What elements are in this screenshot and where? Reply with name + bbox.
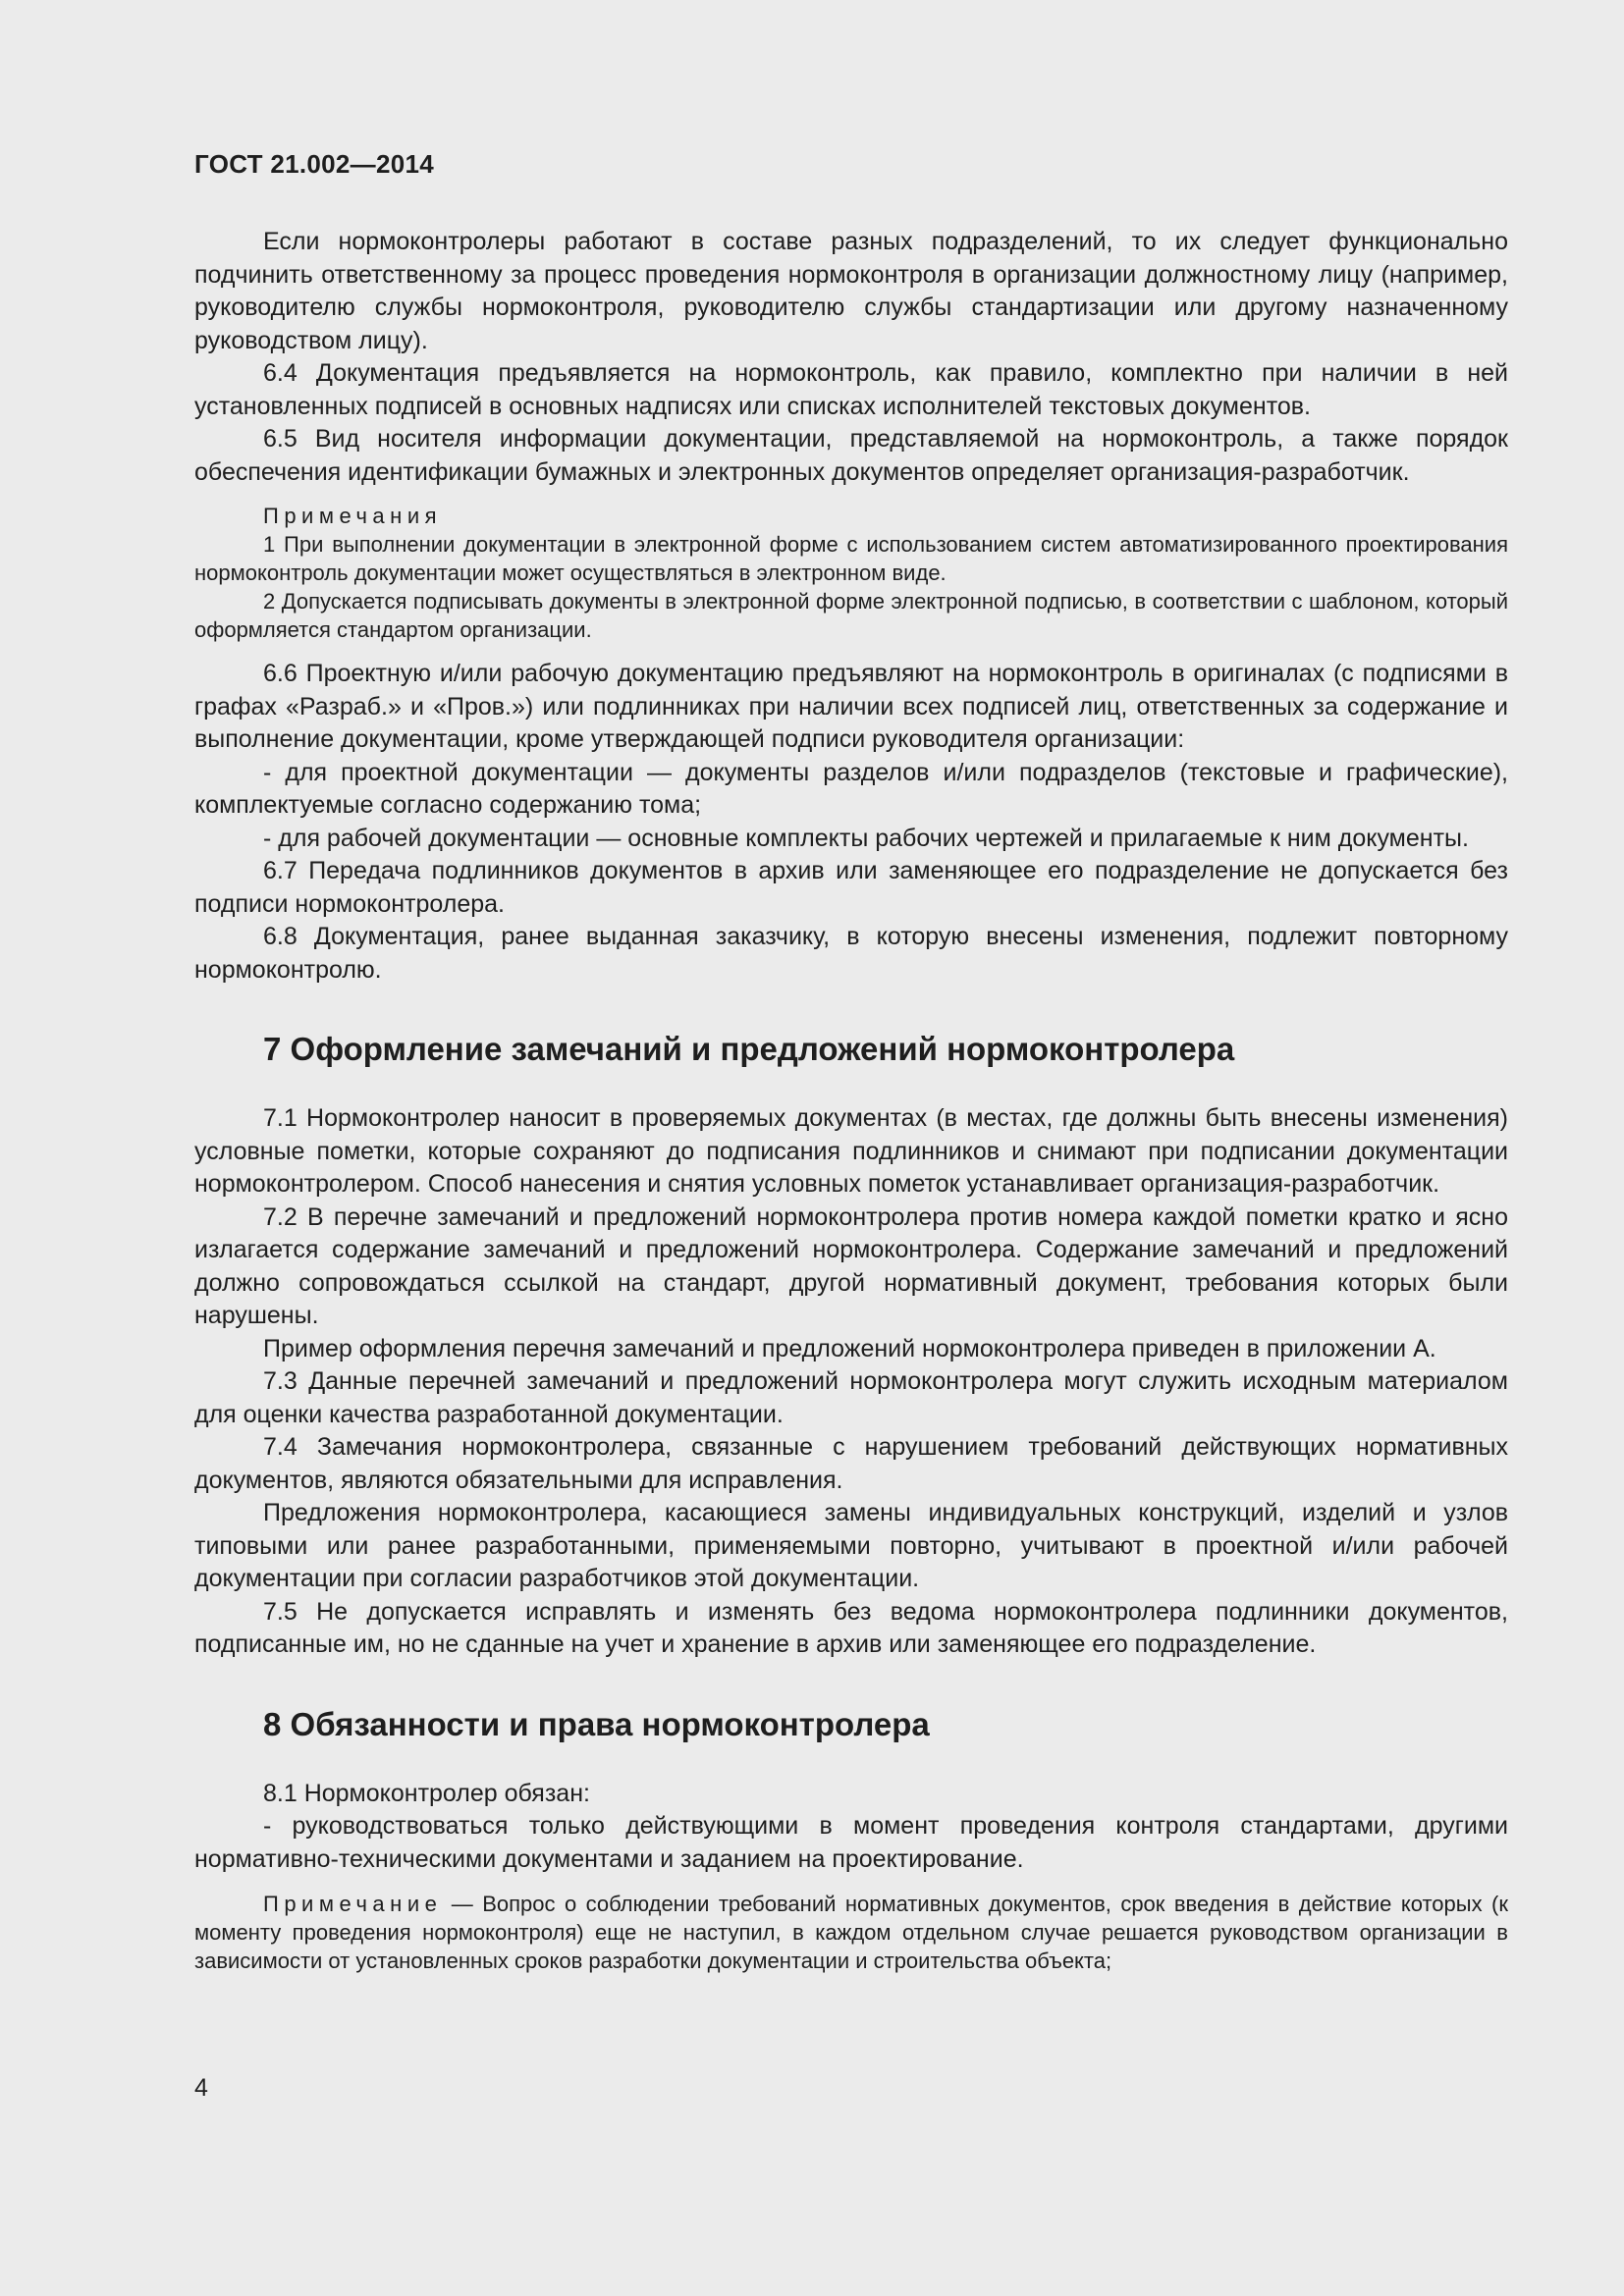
- note-block: [194, 1890, 1508, 1975]
- paragraph: 7.3 Данные перечней замечаний и предложений нормоконтролера могут служить исходным материалом для оценки качества разработанной документации.: [194, 1367, 1508, 1428]
- section-heading-7: 7 Оформление замечаний и предложений нормоконтролера: [263, 1031, 1235, 1067]
- list-item: - для рабочей документации — основные комплекты рабочих чертежей и прилагаемые к ним документы.: [263, 824, 1469, 852]
- list-item: - руководствоваться только действующими в момент проведения контроля стандартами, другими нормативно-техническими документами и заданием на проектирование.: [194, 1812, 1508, 1873]
- note-item: 2 Допускается подписывать документы в электронной форме электронной подписью, в соответствии с шаблоном, который оформляется стандартом организации.: [194, 589, 1508, 642]
- paragraph: 6.7 Передача подлинников документов в архив или заменяющее его подразделение не допускается без подписи нормоконтролера.: [194, 857, 1508, 918]
- paragraph: 7.4 Замечания нормоконтролера, связанные с нарушением требований действующих нормативных документов, являются обязательными для исправления.: [194, 1433, 1508, 1494]
- document-body: [194, 226, 1508, 1989]
- paragraph: Пример оформления перечня замечаний и предложений нормоконтролера приведен в приложении А.: [263, 1334, 1436, 1362]
- note-item: [194, 1890, 1508, 1975]
- document-header: ГОСТ 21.002—2014: [194, 149, 435, 179]
- list-item: - для проектной документации — документы разделов и/или подразделов (текстовые и графические), комплектуемые согласно содержанию тома;: [194, 758, 1508, 819]
- paragraph: 6.6 Проектную и/или рабочую документацию предъявляют на нормоконтроль в оригиналах (с подписями в графах «Разраб.» и «Пров.») или подлинниках при наличии всех подписей лиц, ответственных за содержание и выполнение документации, кроме утверждающей подписи руководителя организации:: [194, 660, 1508, 753]
- paragraph: 7.5 Не допускается исправлять и изменять без ведома нормоконтролера подлинники документов, подписанные им, но не сданные на учет и хранение в архив или заменяющее его подразделение.: [194, 1597, 1508, 1658]
- paragraph: 6.5 Вид носителя информации документации, представляемой на нормоконтроль, а также порядок обеспечения идентификации бумажных и электронных документов определяет организация-разработчик.: [194, 425, 1508, 486]
- page-number: 4: [194, 2074, 208, 2102]
- note-text: — Вопрос о соблюдении требований нормативных документов, срок введения в действие которых (к моменту проведения нормоконтроля) еще не наступил, в каждом отдельном случае решается руководством организации в зависимости от установленных сроков разработки документации и строительства объекта;: [194, 1892, 1508, 1973]
- paragraph: 7.2 В перечне замечаний и предложений нормоконтролера против номера каждой пометки кратко и ясно излагается содержание замечаний и предложений нормоконтролера. Содержание замечаний и предложений должно сопровождаться ссылкой на стандарт, другой нормативный документ, требования которых были нарушены.: [194, 1202, 1508, 1329]
- paragraph: Если нормоконтролеры работают в составе разных подразделений, то их следует функционально подчинить ответственному за процесс проведения нормоконтроля в организации должностному лицу (например, руководителю службы нормоконтроля, руководителю службы стандартизации или другому назначенному руководством лицу).: [194, 228, 1508, 354]
- paragraph: 7.1 Нормоконтролер наносит в проверяемых документах (в местах, где должны быть внесены изменения) условные пометки, которые сохраняют до подписания подлинников и снимают при подписании документации нормоконтролером. Способ нанесения и снятия условных пометок устанавливает организация-разработчик.: [194, 1104, 1508, 1198]
- note-item: 1 При выполнении документации в электронной форме с использованием систем автоматизированного проектирования нормоконтроль документации может осуществляться в электронном виде.: [194, 532, 1508, 585]
- paragraph: 6.8 Документация, ранее выданная заказчику, в которую внесены изменения, подлежит повторному нормоконтролю.: [194, 923, 1508, 984]
- paragraph: Предложения нормоконтролера, касающиеся замены индивидуальных конструкций, изделий и узлов типовыми или ранее разработанными, применяемыми повторно, учитывают в проектной и/или рабочей документации при согласии разработчиков этой документации.: [194, 1499, 1508, 1592]
- notes-title: Примечания: [263, 504, 443, 528]
- note-label: Примечание: [263, 1892, 443, 1916]
- section-heading-8: 8 Обязанности и права нормоконтролера: [263, 1705, 930, 1742]
- paragraph: 6.4 Документация предъявляется на нормоконтроль, как правило, комплектно при наличии в ней установленных подписей в основных надписях или списках исполнителей текстовых документов.: [194, 359, 1508, 420]
- paragraph: 8.1 Нормоконтролер обязан:: [263, 1779, 590, 1807]
- notes-block: [194, 503, 1508, 644]
